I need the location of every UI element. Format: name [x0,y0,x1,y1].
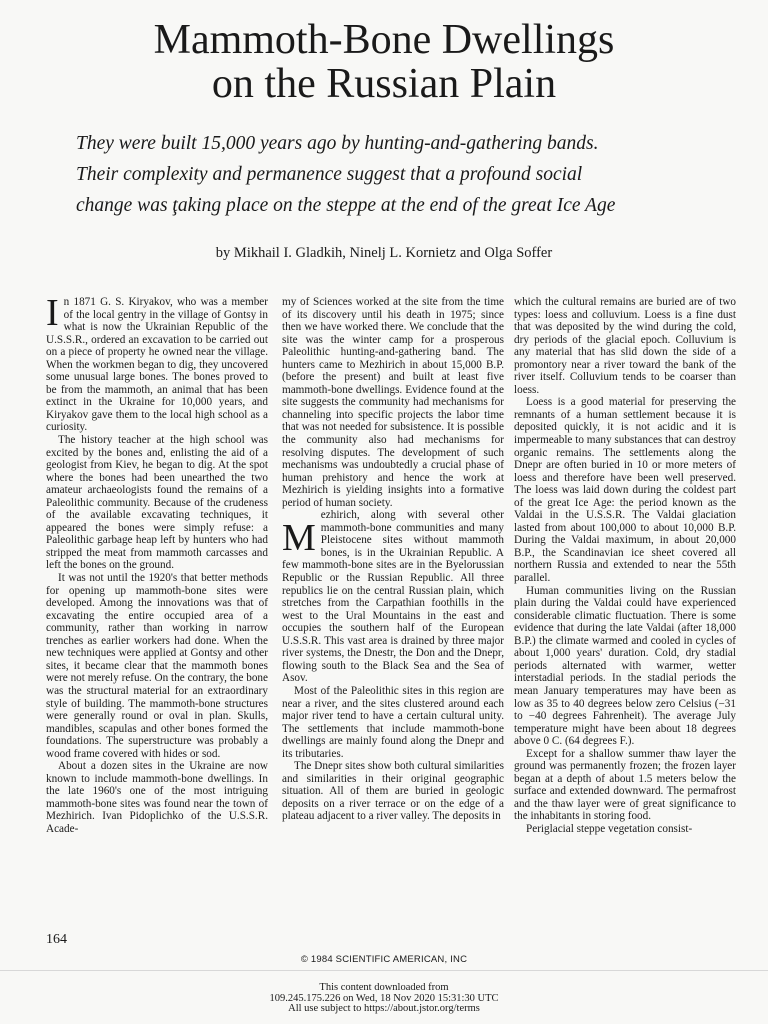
byline: by Mikhail I. Gladkih, Ninelj L. Kornietz and Olga Soffer [215,245,553,261]
paragraph: Human communities living on the Russian plain during the Valdai could have experienced considerable climatic fluctuation. There is some evidence that during the late Valdai (after 18,000 B.P.) the climate warmed and cooled in cycles of about 1,000 years' duration. Cold, dry stadial periods alternated with warmer, wetter interstadial periods. In the stadial periods the mean January temperatures may have been as low as 35 to 40 degrees below zero Celsius (−31 to −40 degrees Fahrenheit). The average July temperature might have been about 18 degrees above 0 C. (64 degrees F.). [514,584,736,748]
paragraph [282,509,504,685]
article-deck [76,128,716,221]
footer-line-2: 109.245.175.226 on Wed, 18 Nov 2020 15:31:30 UTC [269,992,499,1004]
article-title [0,18,768,106]
deck-line-3: change was ţaking place on the steppe at the end of the great Ice Age [76,195,616,216]
footer-divider [0,970,768,971]
page-number: 164 [46,932,67,947]
paragraph [46,292,268,434]
paragraph: Except for a shallow summer thaw layer the ground was permanently frozen; the frozen layer began at a depth of about 1.5 meters below the surface and extended downward. The permafrost and the thaw layer were of great significance to the inhabitants in storing food. [514,747,736,823]
jstor-footer [0,983,768,1015]
footer-line-1: This content downloaded from [319,982,449,993]
copyright-notice: © 1984 SCIENTIFIC AMERICAN, INC [300,954,468,965]
paragraph: Periglacial steppe vegetation consist- [526,822,693,835]
title-line-2: on the Russian Plain [211,61,557,107]
paragraph: Loess is a good material for preserving the remnants of a human settlement because it is deposited quickly, it is not acidic and it is impermeable to many substances that can destroy organic remains. The settlements along the Dnepr are often buried in 10 or more meters of loess and therefore have been well preserved. The loess was laid down during the coldest part of the great Ice Age: the period known as the Valdai in the U.S.S.R. The Valdai glaciation lasted from about 100,000 to about 10,000 B.P. During the Valdai maximum, in about 20,000 B.P., the Scandinavian ice sheet covered all northern Russia and extended to near the 55th parallel. [514,396,736,585]
drop-cap: I [46,292,59,334]
deck-line-1: They were built 15,000 years ago by hunting-and-gathering bands. [76,133,599,154]
paragraph: It was not until the 1920's that better methods for opening up mammoth-bone sites were developed. Among the innovations was that of excavating the entire occupied area of a community, rather than working in narrow trenches as earlier workers had done. When the new techniques were applied at Gontsy and other sites, it became clear that the mammoth bones were not merely refuse. On the contrary, the bone was the structural material for an extraordinary style of building. The mammoth-bone structures were generally round or oval in plan. Skulls, mandibles, scapulas and other bones formed the foundations. The superstructure was probably a wood frame covered with hides or sod. [46,572,268,760]
paragraph: The history teacher at the high school was excited by the bones and, enlisting the aid of a geologist from Kiev, he began to dig. At the spot where the bones had been unearthed the two amateur archaeologists found the remains of a Paleolithic community. Because of the crudeness of the available excavating techniques, it appeared the bones were simply refuse: a Paleolithic garbage heap left by hunters who had stripped the meat from mammoth carcasses and left the bones on the ground. [46,434,268,572]
deck-line-2: Their complexity and permanence suggest that a profound social [76,164,583,185]
paragraph-text: n 1871 G. S. Kiryakov, who was a member of the local gentry in the village of Gontsy in what is now the Ukrainian Republic of the U.S.S.R., ordered an excavation to be carried out on a piece of property he owned near the village. When the workmen began to dig, they uncovered some unusual large bones. The bones proved to be from the mammoth, an animal that has been extinct in the Ukraine for 10,000 years, and Kiryakov gave them to the local high school as a curiosity. [46,296,268,434]
paragraph-text: ezhirich, along with several other mammoth-bone communities and many Pleistocene sites without mammoth bones, is in the Ukrainian Republic. A few mammoth-bone sites are in the Byelorussian Republic or the Russian Republic. All three republics lie on the central Russian plain, which stretches from the Carpathian foothills in the west to the Ural Mountains in the east and occupies the southern half of the European U.S.S.R. This vast area is drained by three major river systems, the Dnestr, the Don and the Dnepr, flowing south to the Black Sea and the Sea of Asov. [282,509,504,685]
paragraph: my of Sciences worked at the site from the time of its discovery until his death in 1975; since then we have worked there. We conclude that the site was the winter camp for a prosperous Paleolithic hunting-and-gathering band. The hunters came to Mezhirich in about 15,000 B.P. (before the present) and built at least five mammoth-bone dwellings. Evidence found at the site suggests the community had mechanisms for channeling into specific projects the labor time that was not needed for subsistence. It is possible the community also had mechanisms for resolving disputes. The development of such mechanisms was undoubtedly a crucial phase of human prehistory and hence the work at Mezhirich is yielding insights into a formative period of human society. [282,296,504,509]
text-column-1 [46,292,268,836]
paragraph: Most of the Paleolithic sites in this region are near a river, and the sites clustered around each major river tend to have a certain cultural unity. The settlements that include mammoth-bone dwellings are mainly found along the Dnepr and its tributaries. [282,684,504,760]
paragraph: which the cultural remains are buried are of two types: loess and colluvium. Loess is a fine dust that was deposited by the wind during the cold, dry periods of the glacial epoch. Colluvium is any material that has slid down the side of a promontory near a river toward the bank of the river itself. Colluvium tends to be coarser than loess. [514,296,736,396]
drop-cap: M [282,517,316,560]
paragraph: The Dnepr sites show both cultural similarities and similarities in their original geographic situation. All of them are buried in geologic deposits on a river terrace or on the edge of a plateau adjacent to a river valley. The deposits in [282,760,504,823]
text-column-2 [282,296,504,823]
footer-line-3: All use subject to https://about.jstor.org/terms [288,1003,480,1014]
paragraph: About a dozen sites in the Ukraine are now known to include mammoth-bone dwellings. In the late 1960's one of the most intriguing mammoth-bone sites was found near the town of Mezhirich. Ivan Pidoplichko of the U.S.S.R. Acade- [46,760,268,835]
title-line-1: Mammoth-Bone Dwellings [153,17,615,63]
text-column-3 [514,296,736,836]
